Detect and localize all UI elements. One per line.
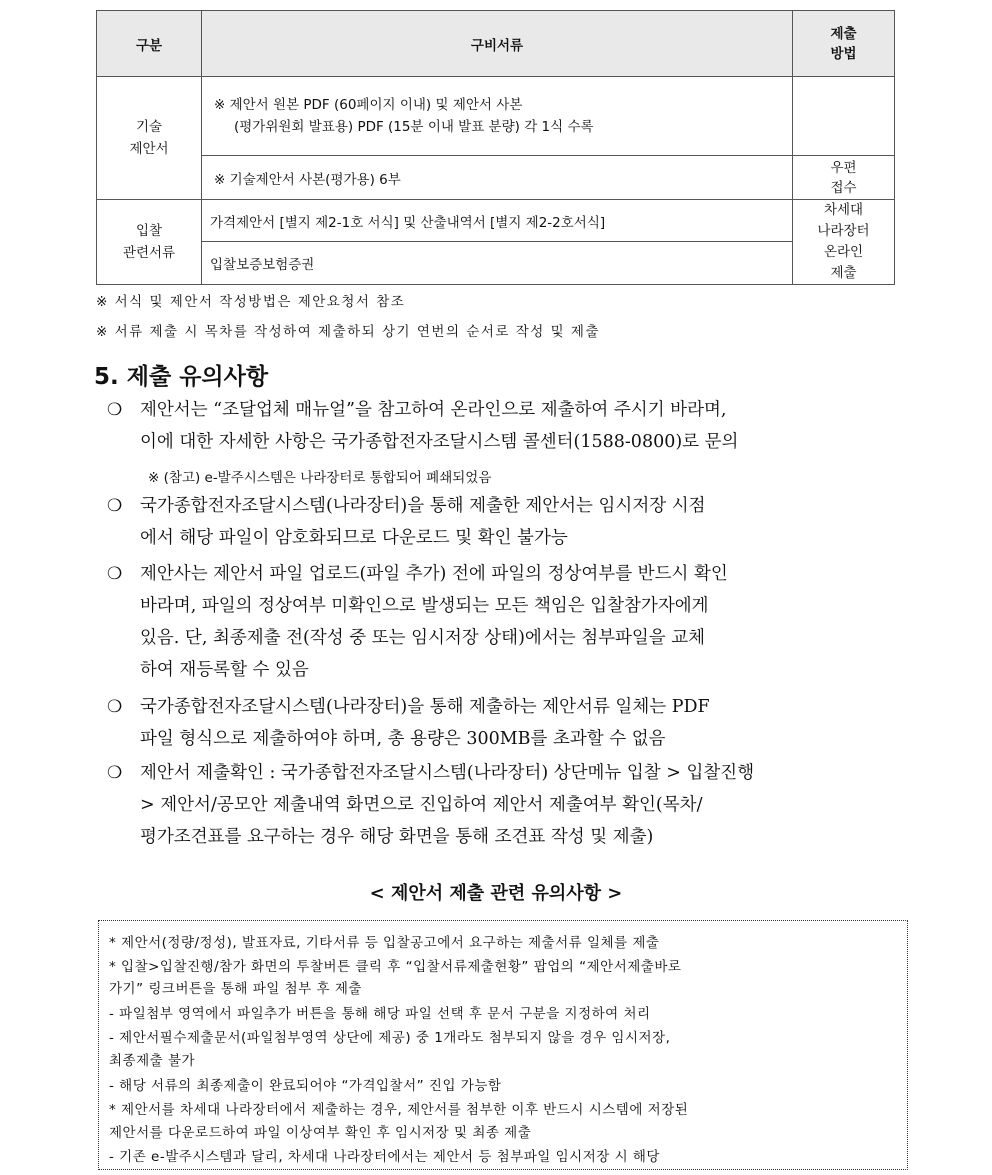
notice-line: - 해당 서류의 최종제출이 완료되어야 “가격입찰서” 진입 가능함 bbox=[109, 1078, 502, 1094]
tech-doc-original bbox=[202, 77, 793, 156]
tech-doc-line2: (평가위원회 발표용) PDF (15분 이내 발표 분량) 각 1식 수록 bbox=[234, 119, 594, 135]
row-label-bid: 입찰 관련서류 bbox=[97, 200, 202, 285]
tech-doc-line1: ※ 제안서 원본 PDF (60페이지 이내) 및 제안서 사본 bbox=[214, 97, 523, 113]
notice-line: * 제안서(정량/정성), 발표자료, 기타서류 등 입찰공고에서 요구하는 제출서류 일체를 제출 bbox=[109, 935, 660, 951]
bid-method: 차세대 나라장터 온라인 제출 bbox=[793, 200, 895, 285]
notice-line: - 제안서필수제출문서(파일첨부영역 상단에 제공) 중 1개라도 첨부되지 않을 경우 임시저장, bbox=[109, 1030, 671, 1046]
notice-line: * 입찰>입찰진행/참가 화면의 투찰버튼 클릭 후 “입찰서류제출현황” 팝업의 “제안서제출바로 bbox=[109, 959, 682, 975]
submission-documents-table bbox=[96, 10, 895, 285]
notice-line: 최종제출 불가 bbox=[109, 1053, 196, 1069]
bullet-icon: ❍ bbox=[107, 763, 123, 783]
header-method: 제출 방법 bbox=[793, 11, 895, 77]
notice-line: * 제안서를 차세대 나라장터에서 제출하는 경우, 제안서를 첨부한 이후 반드시 시스템에 저장된 bbox=[109, 1102, 689, 1118]
bid-doc-bond: 입찰보증보험증권 bbox=[202, 242, 793, 285]
table-row bbox=[97, 156, 895, 200]
header-category: 구분 bbox=[97, 11, 202, 77]
bullet-icon: ❍ bbox=[107, 564, 123, 584]
bullet-icon: ❍ bbox=[107, 697, 123, 717]
list-item: 국가종합전자조달시스템(나라장터)을 통해 제출하는 제안서류 일체는 PDF 파일 형식으로 제출하여야 하며, 총 용량은 300MB를 초과할 수 없음 bbox=[140, 697, 710, 749]
list-item: 제안서는 “조달업체 매뉴얼”을 참고하여 온라인으로 제출하여 주시기 바라며, 이에 대한 자세한 사항은 국가종합전자조달시스템 콜센터(1588-0800)로 문의 bbox=[140, 400, 739, 452]
notice-line: 가기” 링크버튼을 통해 파일 첨부 후 제출 bbox=[109, 981, 362, 997]
list-item: 제안서 제출확인 : 국가종합전자조달시스템(나라장터) 상단메뉴 입찰 > 입찰진행 > 제안서/공모안 제출내역 화면으로 진입하여 제안서 제출여부 확인(목차/ 평가조견표를 요구하는 경우 해당 화면을 통해 조견표 작성 및 제출) bbox=[140, 763, 755, 847]
notice-box bbox=[98, 920, 908, 1170]
row-label-tech: 기술 제안서 bbox=[97, 77, 202, 200]
notice-line: - 파일첨부 영역에서 파일추가 버튼을 통해 해당 파일 선택 후 문서 구분을 지정하여 처리 bbox=[109, 1006, 651, 1022]
table-note: ※ 서식 및 제안서 작성방법은 제안요청서 참조 bbox=[96, 294, 406, 310]
sub-note: ※ (참고) e-발주시스템은 나라장터로 통합되어 폐쇄되었음 bbox=[148, 470, 492, 486]
notice-line: - 기존 e-발주시스템과 달리, 차세대 나라장터에서는 제안서 등 첨부파일 임시저장 시 해당 bbox=[109, 1149, 660, 1165]
section-title: 5. 제출 유의사항 bbox=[94, 364, 269, 390]
tech-doc-method-empty bbox=[793, 77, 895, 156]
tech-method: 우편 접수 bbox=[793, 156, 895, 200]
table-row bbox=[97, 200, 895, 242]
notice-box-title: < 제안서 제출 관련 유의사항 > bbox=[369, 883, 623, 904]
table-note: ※ 서류 제출 시 목차를 작성하여 제출하되 상기 연번의 순서로 작성 및 제출 bbox=[96, 324, 600, 340]
bullet-icon: ❍ bbox=[107, 400, 123, 420]
tech-doc-copy: ※ 기술제안서 사본(평가용) 6부 bbox=[202, 156, 793, 200]
table-row bbox=[97, 242, 895, 285]
header-documents: 구비서류 bbox=[202, 11, 793, 77]
table-header-row bbox=[97, 11, 895, 77]
list-item: 제안사는 제안서 파일 업로드(파일 추가) 전에 파일의 정상여부를 반드시 확인 바라며, 파일의 정상여부 미확인으로 발생되는 모든 책임은 입찰참가자에게 있음. 단, 최종제출 전(작성 중 또는 임시저장 상태)에서는 첨부파일을 교체 하여 재등록할 수 있음 bbox=[140, 564, 728, 680]
table-row bbox=[97, 77, 895, 156]
bullet-icon: ❍ bbox=[107, 496, 123, 516]
list-item: 국가종합전자조달시스템(나라장터)을 통해 제출한 제안서는 임시저장 시점 에서 해당 파일이 암호화되므로 다운로드 및 확인 불가능 bbox=[140, 496, 706, 548]
bid-doc-price: 가격제안서 [별지 제2-1호 서식] 및 산출내역서 [별지 제2-2호서식] bbox=[202, 200, 793, 242]
notice-line: 제안서를 다운로드하여 파일 이상여부 확인 후 임시저장 및 최종 제출 bbox=[109, 1125, 532, 1141]
